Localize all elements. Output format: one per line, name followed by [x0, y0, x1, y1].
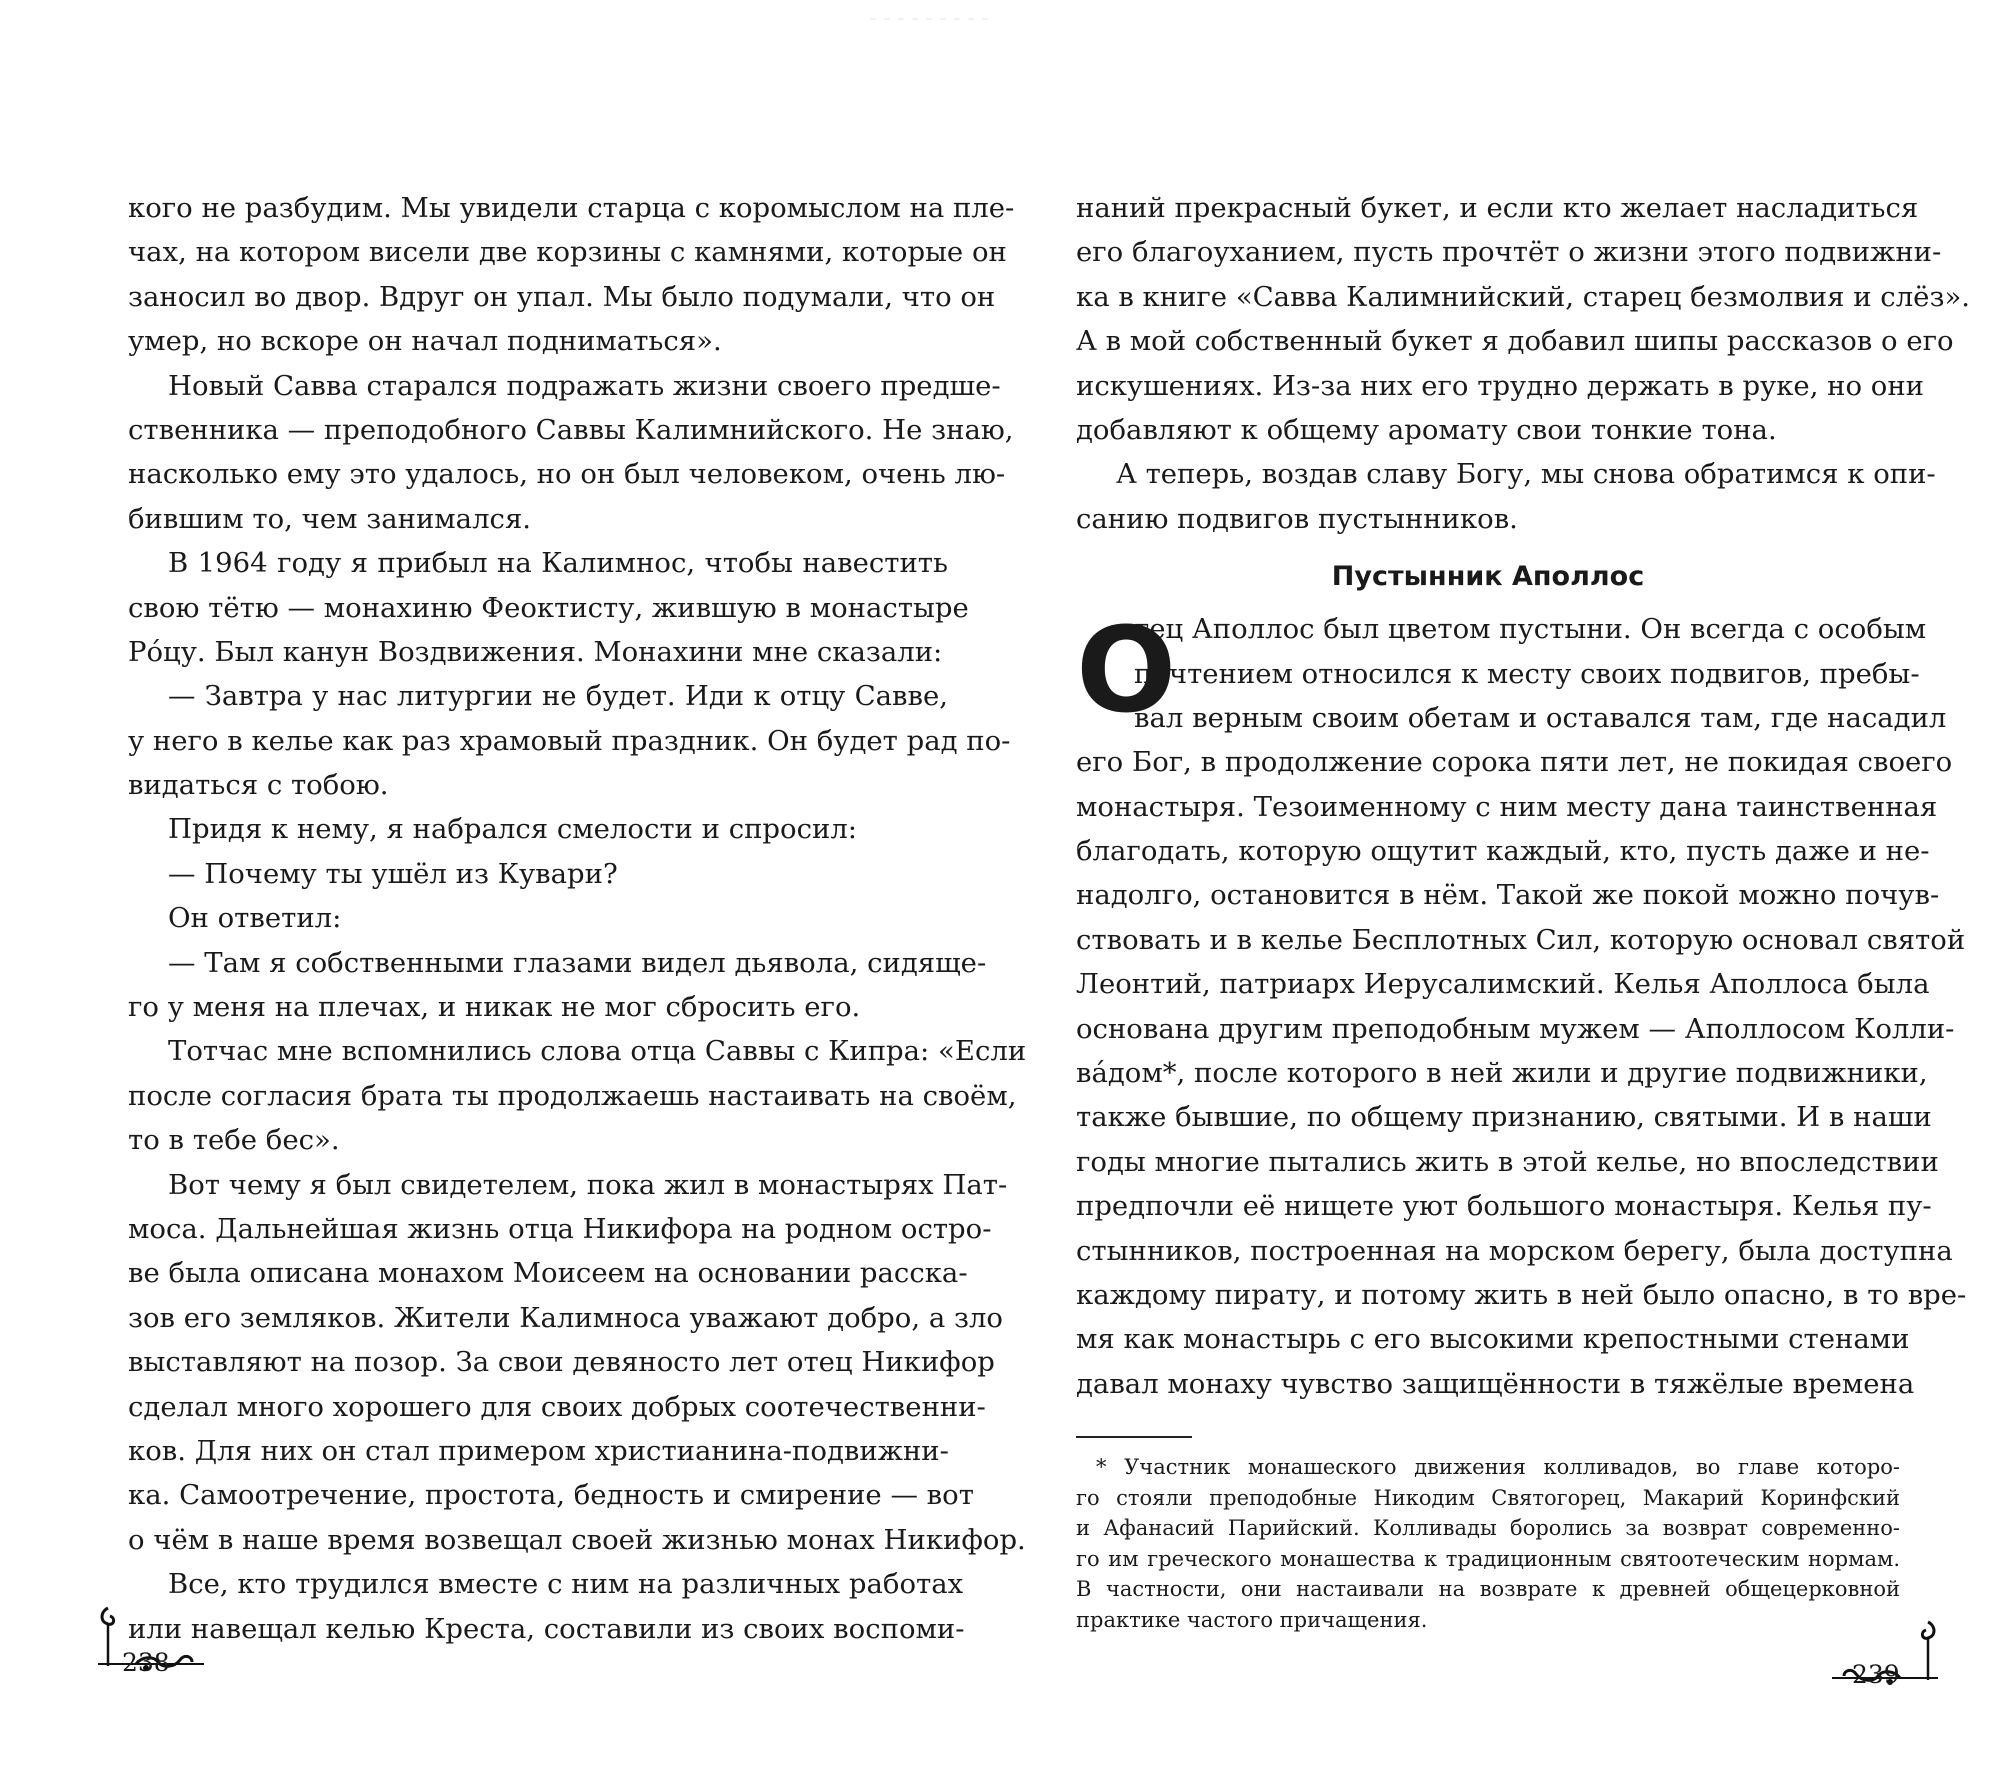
text-line: каждому пирату, и потому жить в ней было опасно, в то вре- — [1076, 1278, 1967, 1311]
text-line: — Завтра у нас литургии не будет. Иди к отцу Савве, — [168, 680, 948, 713]
text-line: ков. Для них он стал примером христианина-подвижни- — [128, 1434, 949, 1467]
text-line: его благоуханием, пусть прочтёт о жизни этого подвижни- — [1076, 236, 1942, 269]
text-line: А в мой собственный букет я добавил шипы рассказов о его — [1076, 325, 1954, 358]
text-line: вал верным своим обетам и оставался там, где насадил — [1134, 701, 1947, 734]
page-number: 239 — [1852, 1660, 1900, 1689]
footnote-line: го им греческого монашества к традиционным святоотеческим нормам. — [1076, 1546, 1900, 1571]
text-line: давал монаху чувство защищённости в тяжёлые времена — [1076, 1367, 1915, 1400]
text-line: годы многие пытались жить в этой келье, но впоследствии — [1076, 1145, 1939, 1178]
text-line: кого не разбудим. Мы увидели старца с коромыслом на пле- — [128, 192, 1015, 224]
text-line: надолго, остановится в нём. Такой же покой можно почув- — [1076, 879, 1940, 912]
footnote-line: го стояли преподобные Никодим Святогорец, Макарий Коринфский — [1076, 1485, 1900, 1510]
text-line: ве была описана монахом Моисеем на основании расска- — [128, 1257, 968, 1290]
text-line: Он ответил: — [168, 902, 342, 935]
text-line: А теперь, воздав славу Богу, мы снова обратимся к опи- — [1116, 458, 1936, 491]
text-line: мя как монастырь с его высокими крепостными стенами — [1076, 1323, 1910, 1356]
text-line: санию подвигов пустынников. — [1076, 502, 1518, 535]
text-line: монастыря. Тезоименному с ним месту дана таинственная — [1076, 790, 1938, 823]
text-line: насколько ему это удалось, но он был человеком, очень лю- — [128, 458, 1006, 491]
text-line: предпочли её нищете уют большого монастыря. Келья пу- — [1076, 1190, 1932, 1223]
text-line: сделал много хорошего для своих добрых соотечественни- — [128, 1390, 986, 1423]
text-line: заносил во двор. Вдруг он упал. Мы было подумали, что он — [128, 280, 996, 313]
text-line: ственника — преподобного Саввы Калимнийского. Не знаю, — [128, 413, 1014, 446]
text-line: ка в книге «Савва Калимнийский, старец безмолвия и слёз». — [1076, 280, 1971, 313]
text-line: о чём в наше время возвещал своей жизнью монах Никифор. — [128, 1523, 1026, 1556]
footnote-line: практике частого причащения. — [1076, 1607, 1428, 1632]
left-text-column — [128, 186, 1027, 1651]
text-line: ствовать и в келье Бесплотных Сил, которую основал святой — [1076, 923, 1966, 956]
text-line: видаться с тобою. — [128, 769, 389, 802]
text-line: искушениях. Из-за них его трудно держать в руке, но они — [1076, 369, 1925, 402]
text-line: также бывшие, по общему признанию, святыми. И в наши — [1076, 1101, 1932, 1134]
text-line: то в тебе бес». — [128, 1124, 340, 1157]
text-line: почтением относился к месту своих подвигов, пребы- — [1134, 657, 1920, 690]
text-line: моса. Дальнейшая жизнь отца Никифора на родном остро- — [128, 1212, 992, 1245]
text-line: ва́дом*, после которого в ней жили и другие подвижники, — [1076, 1057, 1928, 1090]
text-line: Вот чему я был свидетелем, пока жил в монастырях Пат- — [168, 1168, 1008, 1201]
text-line: умер, но вскоре он начал подниматься». — [128, 325, 722, 358]
text-line: В 1964 году я прибыл на Калимнос, чтобы навестить — [168, 547, 948, 580]
text-line: чах, на котором висели две корзины с камнями, которые он — [128, 236, 1007, 269]
text-line: или навещал келью Креста, составили из своих воспоми- — [128, 1612, 965, 1645]
text-line: Ро́цу. Был канун Воздвижения. Монахини мне сказали: — [128, 635, 943, 668]
text-line: наний прекрасный букет, и если кто желает насладиться — [1076, 192, 1919, 224]
text-line: го у меня на плечах, и никак не мог сбросить его. — [128, 991, 861, 1024]
text-line: Леонтий, патриарх Иерусалимский. Келья Аполлоса была — [1076, 968, 1930, 1001]
text-line: тец Аполлос был цветом пустыни. Он всегда с особым — [1134, 613, 1927, 646]
page-number: 238 — [122, 1648, 170, 1677]
text-line: его Бог, в продолжение сорока пяти лет, не покидая своего — [1076, 746, 1953, 779]
text-line: Все, кто трудился вместе с ним на различных работах — [168, 1568, 964, 1601]
text-line: выставляют на позор. За свои девяносто лет отец Никифор — [128, 1346, 995, 1379]
text-line: — Там я собственными глазами видел дьявола, сидяще- — [168, 946, 987, 979]
text-line: Тотчас мне вспомнились слова отца Саввы с Кипра: «Если — [168, 1035, 1027, 1068]
text-line: добавляют к общему аромату свои тонкие тона. — [1076, 413, 1777, 446]
text-line: зов его земляков. Жители Калимноса уважают добро, а зло — [128, 1301, 1003, 1334]
footnote-line: * Участник монашеского движения колливадов, во главе которо- — [1096, 1455, 1900, 1480]
text-line: Придя к нему, я набрался смелости и спросил: — [168, 813, 858, 846]
right-text-column — [1076, 186, 1971, 1635]
footnote-line: В частности, они настаивали на возврате к древней общецерковной — [1076, 1577, 1900, 1602]
text-line: — Почему ты ушёл из Кувари? — [168, 857, 618, 890]
text-line: ка. Самоотречение, простота, бедность и смирение — вот — [128, 1479, 974, 1512]
text-line: после согласия брата ты продолжаешь настаивать на своём, — [128, 1079, 1017, 1112]
section-body — [1076, 601, 1967, 1406]
right-page — [1000, 0, 2000, 1785]
text-line: Новый Савва старался подражать жизни своего предше- — [168, 369, 1001, 402]
footnote-line: и Афанасий Парийский. Колливады боролись за возврат современно- — [1076, 1516, 1900, 1541]
drop-cap: О — [1076, 601, 1177, 740]
text-line: свою тётю — монахиню Феоктисту, жившую в монастыре — [128, 591, 969, 624]
text-line: благодать, которую ощутит каждый, кто, пусть даже и не- — [1076, 835, 1930, 868]
section-heading: Пустынник Аполлос — [1331, 561, 1645, 593]
text-line: основана другим преподобным мужем — Аполлосом Колли- — [1076, 1012, 1955, 1045]
text-line: у него в келье как раз храмовый праздник. Он будет рад по- — [128, 724, 1011, 757]
text-line: бившим то, чем занимался. — [128, 502, 532, 535]
text-line: стынников, построенная на морском берегу, была доступна — [1076, 1234, 1953, 1267]
footnote-divider — [1076, 1436, 1192, 1438]
